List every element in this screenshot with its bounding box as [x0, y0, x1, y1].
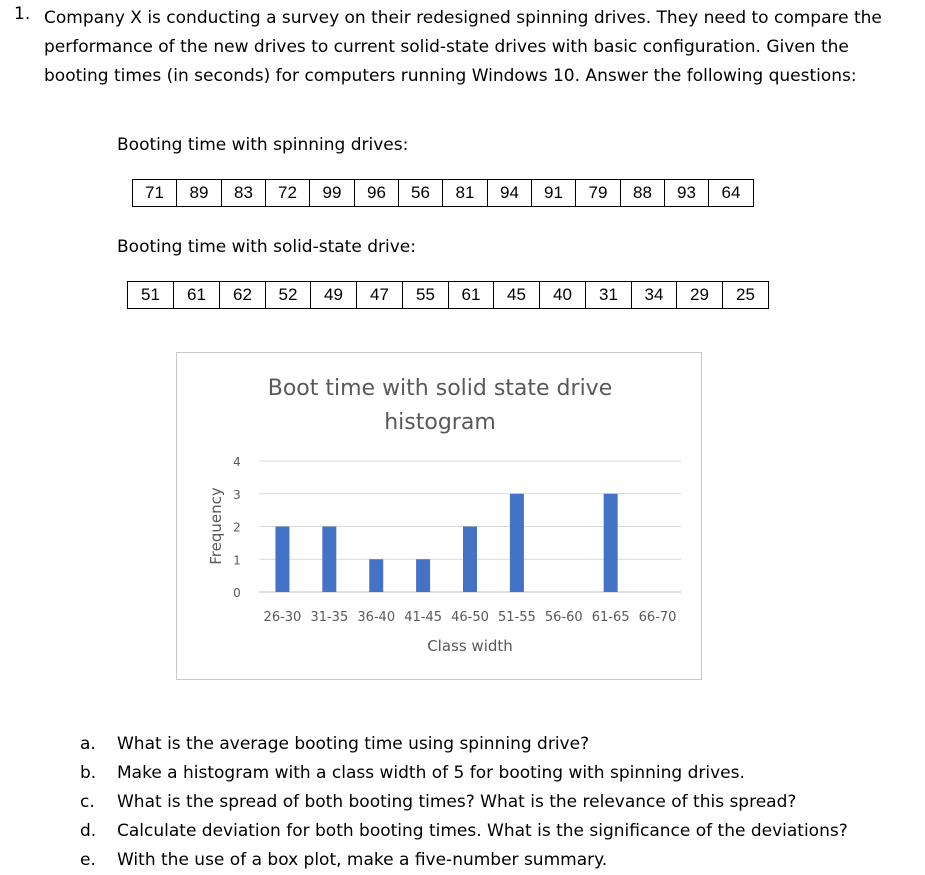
spinning-cell: 88 [621, 180, 665, 207]
ssd-cell: 29 [677, 282, 723, 309]
ssd-cell: 25 [723, 282, 769, 309]
x-tick-label: 36-40 [357, 610, 396, 625]
x-tick-label: 56-60 [544, 610, 583, 625]
spinning-cell: 81 [443, 180, 488, 207]
x-tick-label: 31-35 [310, 610, 349, 625]
histogram-svg [177, 353, 703, 681]
y-tick-label: 2 [233, 520, 241, 535]
spinning-label: Booting time with spinning drives: [117, 135, 409, 155]
ssd-cell: 47 [357, 282, 403, 309]
spinning-cell: 72 [266, 180, 310, 207]
x-tick-label: 26-30 [263, 610, 302, 625]
spinning-cell: 56 [399, 180, 443, 207]
sub-question-letter: c. [80, 792, 95, 812]
ssd-cell: 34 [632, 282, 677, 309]
sub-question-text: With the use of a box plot, make a five-number summary. [117, 850, 608, 870]
question-number: 1. [14, 4, 31, 24]
x-tick-label: 46-50 [451, 610, 489, 625]
spinning-cell: 79 [576, 180, 621, 207]
ssd-cell: 40 [540, 282, 586, 309]
histogram-bar [275, 527, 289, 593]
spinning-cell: 93 [665, 180, 709, 207]
ssd-cell: 49 [311, 282, 357, 309]
sub-question-text: Make a histogram with a class width of 5 for booting with spinning drives. [117, 763, 745, 783]
ssd-cell: 51 [128, 282, 174, 309]
x-tick-label: 41-45 [404, 610, 443, 625]
spinning-cell: 96 [355, 180, 399, 207]
spinning-cell: 89 [177, 180, 222, 207]
x-tick-label: 51-55 [497, 610, 536, 625]
sub-question-letter: a. [80, 734, 96, 754]
y-tick-label: 3 [233, 487, 241, 502]
chart-title-line: histogram [384, 410, 496, 435]
histogram-chart [176, 352, 702, 680]
ssd-table [127, 281, 769, 309]
histogram-bar [604, 494, 618, 592]
sub-question-letter: b. [80, 763, 97, 783]
spinning-cell: 99 [310, 180, 355, 207]
histogram-bar [369, 559, 383, 592]
histogram-bar [510, 494, 524, 592]
x-tick-label: 66-70 [638, 610, 677, 625]
histogram-bar [416, 559, 430, 592]
histogram-bar [463, 527, 477, 593]
sub-question-letter: e. [80, 850, 96, 870]
y-tick-label: 0 [233, 586, 241, 600]
x-tick-label: 61-65 [591, 610, 630, 625]
question-text: Company X is conducting a survey on their redesigned spinning drives. They need to compare the performance of the new drives to current solid-state drives with basic configuration. Given the booting times (in seconds) for computers running Windows 10. Answer the following questions: [44, 8, 882, 86]
ssd-cell: 31 [586, 282, 632, 309]
ssd-cell: 62 [220, 282, 266, 309]
ssd-label: Booting time with solid-state drive: [117, 237, 416, 257]
ssd-cell: 55 [403, 282, 449, 309]
sub-question-text: Calculate deviation for both booting times. What is the significance of the deviations? [117, 821, 848, 841]
ssd-cell: 52 [266, 282, 311, 309]
sub-question-text: What is the average booting time using spinning drive? [117, 734, 590, 754]
sub-question-letter: d. [80, 821, 97, 841]
spinning-cell: 83 [222, 180, 266, 207]
chart-title-line: Boot time with solid state drive [267, 376, 613, 401]
y-tick-label: 4 [233, 455, 241, 469]
spinning-table [132, 179, 754, 207]
spinning-cell: 94 [488, 180, 532, 207]
spinning-cell: 71 [133, 180, 177, 207]
x-axis-label: Class width [427, 637, 513, 655]
y-tick-label: 1 [233, 553, 241, 568]
ssd-cell: 61 [174, 282, 220, 309]
sub-question-text: What is the spread of both booting times? What is the relevance of this spread? [117, 792, 797, 812]
spinning-cell: 91 [532, 180, 576, 207]
ssd-cell: 45 [494, 282, 540, 309]
histogram-bar [322, 527, 336, 593]
spinning-cell: 64 [709, 180, 754, 207]
ssd-cell: 61 [449, 282, 494, 309]
y-axis-label: Frequency [207, 487, 225, 565]
